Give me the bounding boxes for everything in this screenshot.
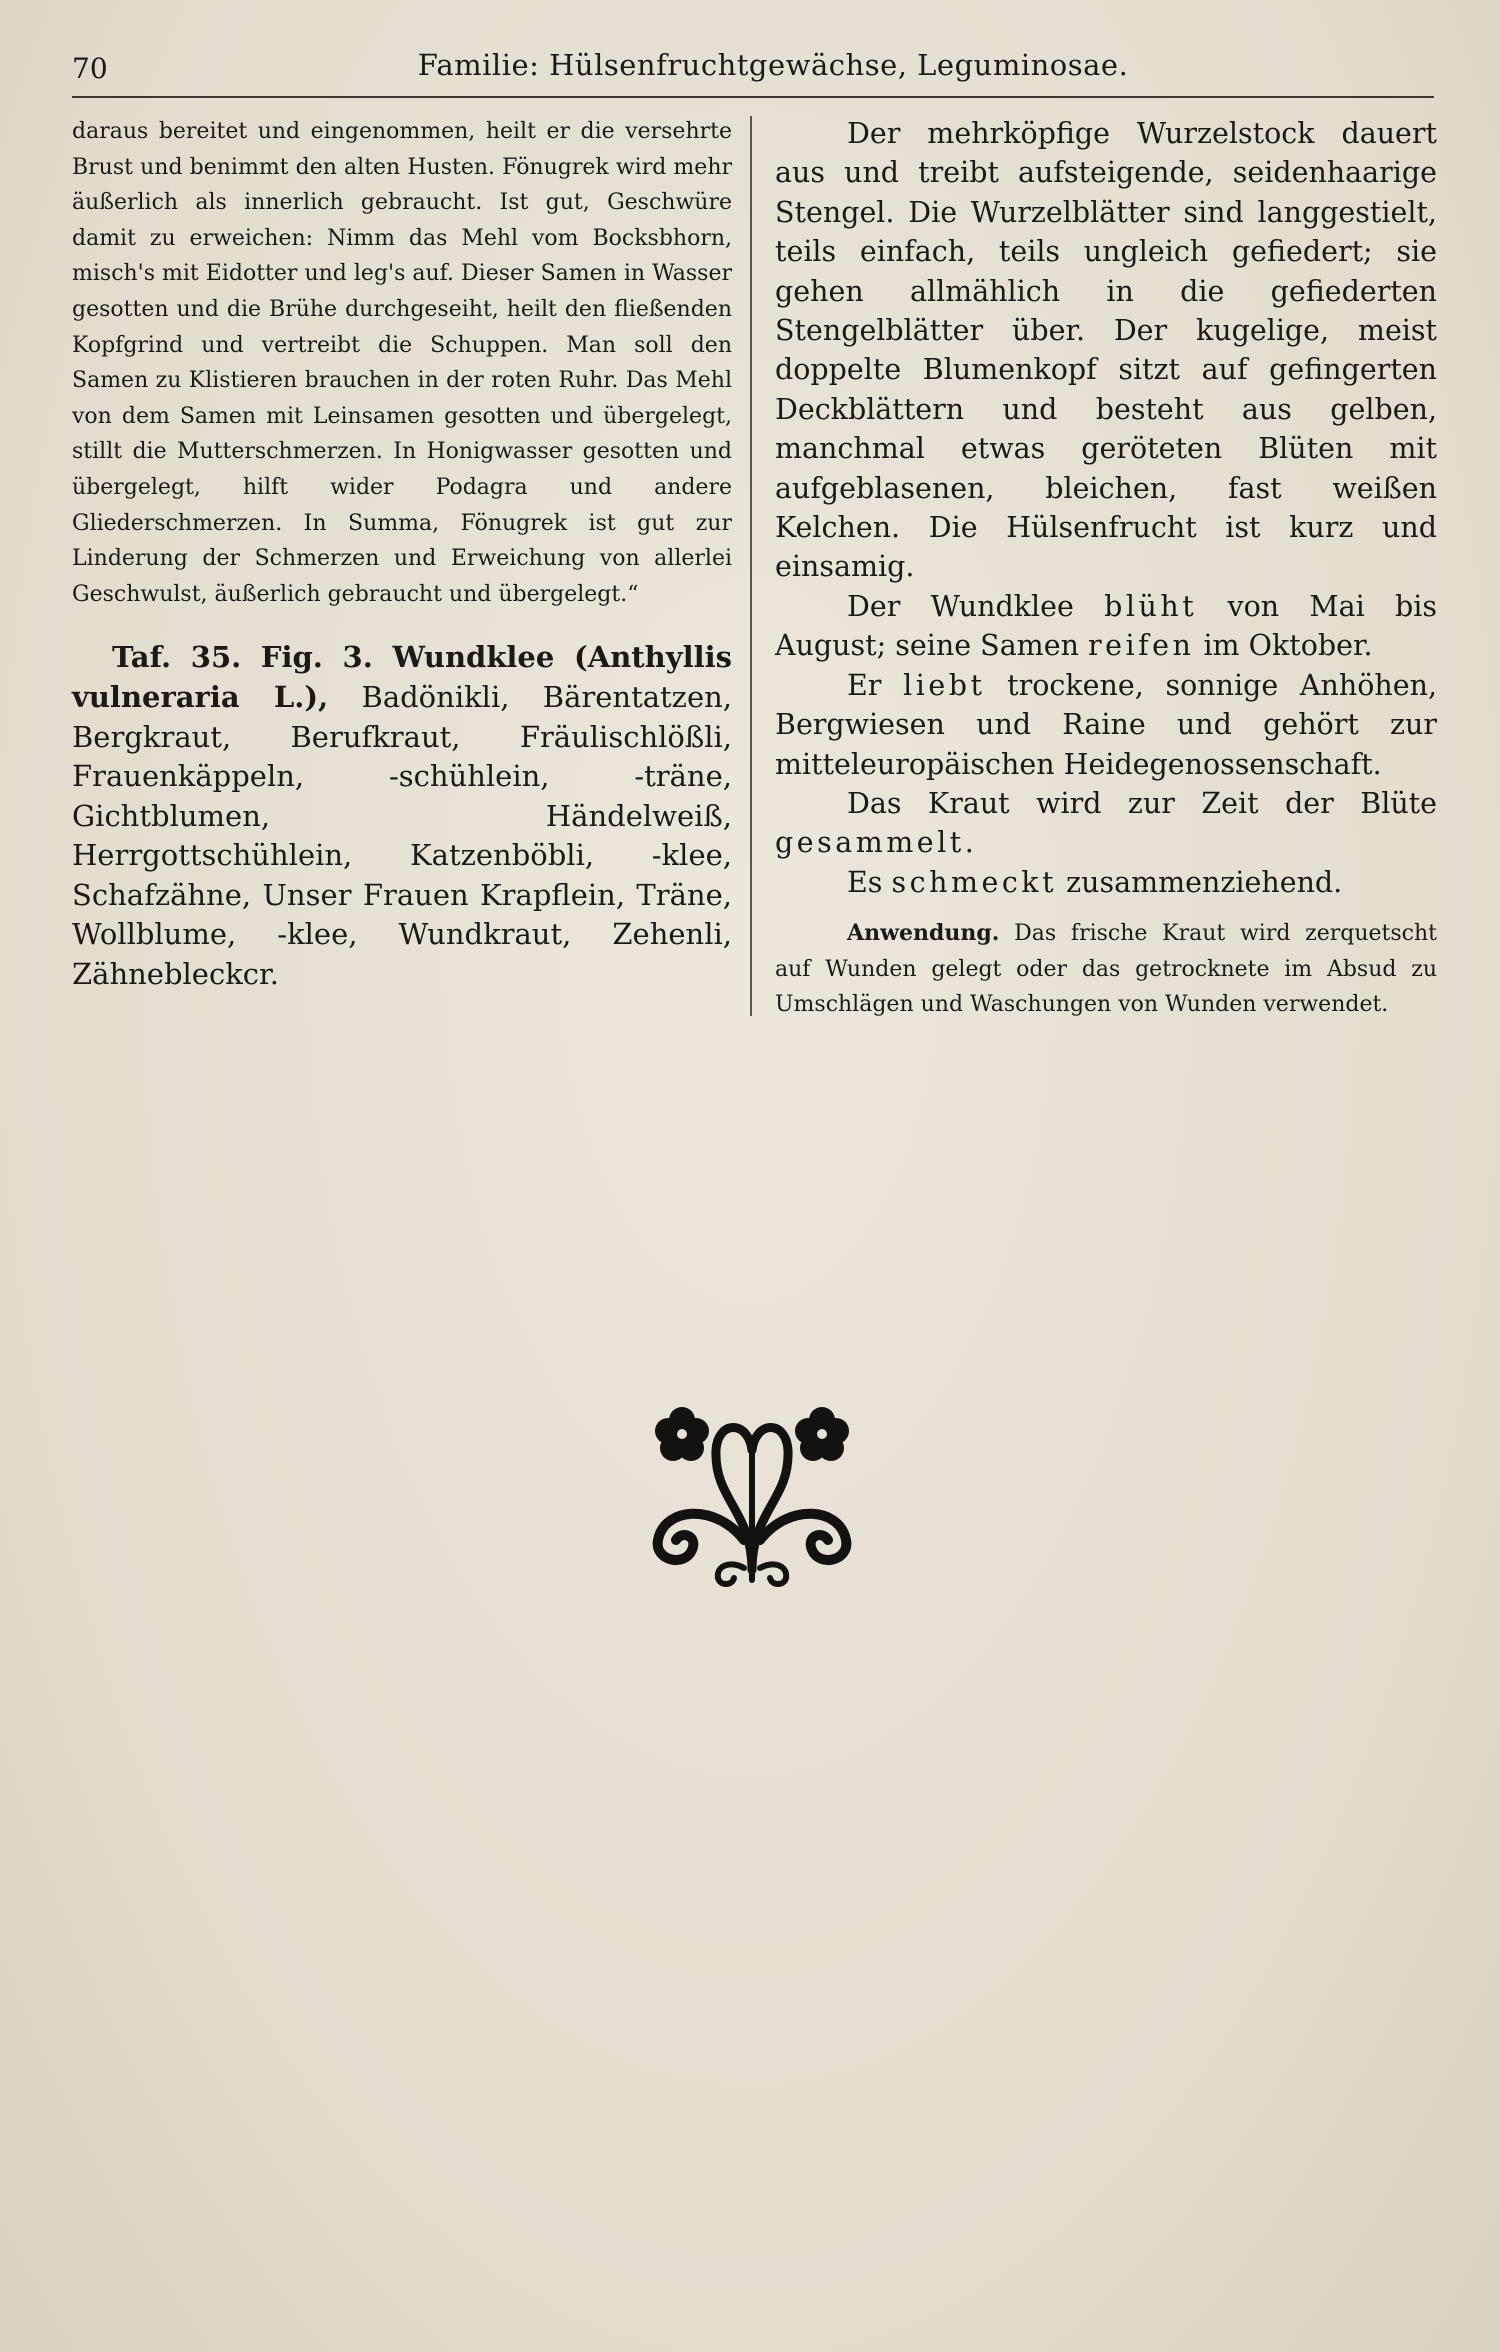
common-names: Badönikli, Bärentatzen, Bergkraut, Berufkraut, Fräulischlößli, Frauenkäppeln, -schühlein, -träne, Gichtblumen, Händelweiß, Herrgottschühlein, Katzenböbli, -klee, Schafzähne, Unser Frauen Krapflein, Träne, Wollblume, -klee, Wundkraut, Zehenli, Zähnebleckcr. (72, 679, 733, 992)
page-number: 70 (72, 52, 108, 85)
right-column (775, 114, 1437, 1023)
page-header (72, 48, 1434, 92)
harvest-text: Das Kraut wird zur Zeit der Blüte (847, 786, 1437, 820)
floral-ornament-icon (644, 1390, 860, 1590)
habitat-text-c: trockene, sonnige Anhöhen, Bergwiesen und Raine und gehört zur mitteleuropäischen Heidegenossenschaft. (775, 668, 1438, 781)
taste-emphasis: schmeckt (891, 865, 1058, 899)
bloom-text-a: Der Wundklee (847, 589, 1074, 623)
harvest-emphasis: gesammelt. (775, 826, 978, 860)
left-column (72, 114, 732, 995)
plant-entry (72, 638, 732, 994)
bloom-paragraph (775, 587, 1437, 666)
habitat-paragraph (775, 666, 1437, 784)
description-paragraph: Der mehrköpfige Wurzelstock dauert aus und treibt aufsteigende, seidenhaarige Stengel. Die Wurzelblätter sind langgestielt, teils einfach, teils ungleich gefiedert; sie gehen allmählich in die gefiederten Stengelblätter über. Der kugelige, meist doppelte Blumenkopf sitzt auf gefingerten Deckblättern und besteht aus gelben, manchmal etwas geröteten Blüten mit aufgeblasenen, bleichen, fast weißen Kelchen. Die Hülsenfrucht ist kurz und einsamig. (775, 117, 1437, 584)
taste-text-c: zusammenziehend. (1066, 865, 1343, 899)
usage-text: Das frische Kraut wird zerquetscht auf Wunden gelegt oder das getrocknete im Absud zu Umschlägen und Waschungen von Wunden verwendet. (775, 921, 1437, 1018)
header-rule (72, 96, 1434, 98)
habitat-text-a: Er (847, 668, 882, 702)
entry-heading: Taf. 35. Fig. 3. Wundklee (Anthyllis vulneraria L.), (72, 640, 732, 714)
habitat-emphasis: liebt (903, 668, 986, 702)
ripen-emphasis: reifen (1088, 629, 1195, 663)
harvest-paragraph (775, 784, 1437, 863)
continued-paragraph: daraus bereitet und eingenommen, heilt er die versehrte Brust und benimmt den alten Husten. Fönugrek wird mehr äußerlich als innerlich gebraucht. Ist gut, Geschwüre damit zu erweichen: Nimm das Mehl vom Bocksbhorn, misch's mit Eidotter und leg's auf. Dieser Samen in Wasser gesotten und die Brühe durchgeseiht, heilt den fließenden Kopfgrind und vertreibt die Schuppen. Man soll den Samen zu Klistieren brauchen in der roten Ruhr. Das Mehl von dem Samen mit Leinsamen gesotten und übergelegt, stillt die Mutterschmerzen. In Honigwasser gesotten und übergelegt, hilft wider Podagra und andere Gliederschmerzen. In Summa, Fönugrek ist gut zur Linderung der Schmerzen und Erweichung von allerlei Geschwulst, äußerlich gebraucht und übergelegt.“ (72, 119, 732, 607)
running-head: Familie: Hülsenfruchtgewächse, Leguminosae. (417, 48, 1129, 82)
bloom-text-e: im Oktober. (1203, 629, 1373, 663)
bloom-text-c: von Mai bis August; seine Samen (775, 589, 1438, 663)
usage-label: Anwendung. (847, 920, 1000, 947)
taste-paragraph (775, 863, 1437, 902)
column-divider (750, 116, 752, 1016)
usage-paragraph (775, 916, 1437, 1023)
bloom-emphasis: blüht (1104, 589, 1198, 623)
taste-text-a: Es (847, 865, 883, 899)
